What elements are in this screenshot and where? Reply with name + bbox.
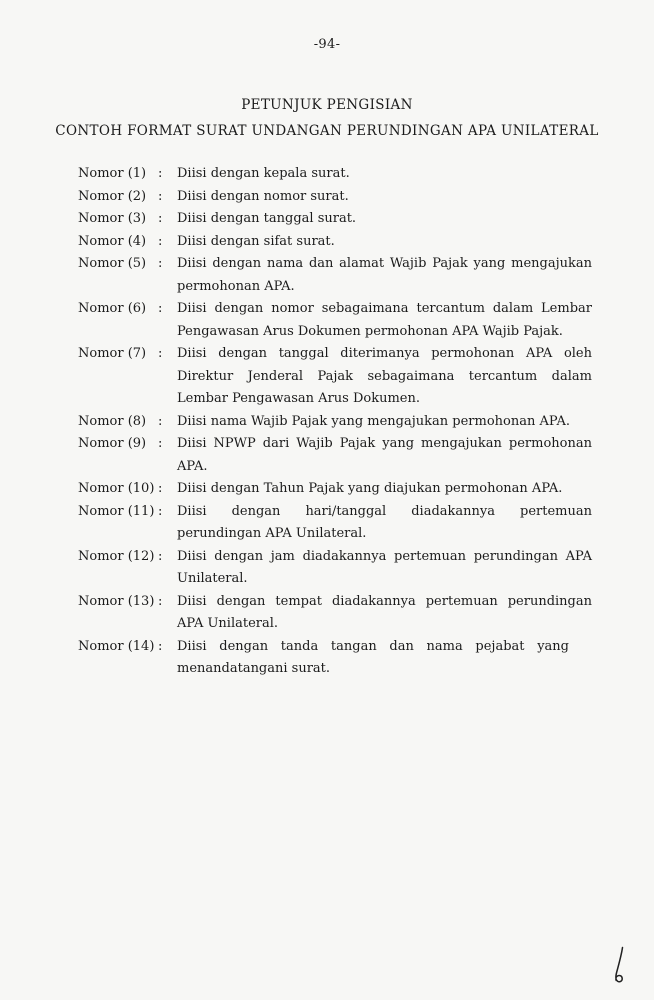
instruction-text: Diisi dengan sifat surat. <box>177 233 335 249</box>
page-subtitle: CONTOH FORMAT SURAT UNDANGAN PERUNDINGAN APA UNILATERAL <box>55 123 599 139</box>
instruction-separator: : <box>158 233 163 249</box>
instruction-text: Diisi dengan Tahun Pajak yang diajukan permohonan APA. <box>177 481 563 496</box>
title-block <box>0 92 654 144</box>
instruction-row <box>78 411 592 434</box>
instruction-separator: : <box>158 593 163 609</box>
instruction-separator: : <box>158 211 163 226</box>
instruction-text: Diisi nama Wajib Pajak yang mengajukan permohonan APA. <box>177 413 570 429</box>
instruction-row <box>78 478 592 501</box>
instruction-separator: : <box>158 166 163 181</box>
instruction-text: Diisi dengan kepala surat. <box>177 166 350 181</box>
instruction-row <box>78 546 592 591</box>
instruction-text: Diisi dengan nomor sebagaimana tercantum dalam Lembar Pengawasan Arus Dokumen permohonan APA Wajib Pajak. <box>177 301 592 339</box>
instruction-label: Nomor (4) <box>78 233 147 249</box>
instruction-text: Diisi dengan tanggal surat. <box>177 211 357 226</box>
instruction-label: Nomor (5) <box>78 256 147 271</box>
instruction-label: Nomor (2) <box>78 188 147 204</box>
instruction-separator: : <box>158 503 163 519</box>
instruction-separator: : <box>158 413 163 429</box>
instruction-label: Nomor (1) <box>78 166 147 181</box>
instruction-separator: : <box>158 256 163 271</box>
instruction-separator: : <box>158 481 163 496</box>
instruction-text: Diisi dengan tanggal diterimanya permohonan APA oleh Direktur Jenderal Pajak sebagaimana tercantum dalam Lembar Pengawasan Arus Dokumen. <box>177 346 592 406</box>
instruction-label: Nomor (11) <box>78 503 155 519</box>
instruction-row <box>78 433 592 478</box>
instruction-row <box>78 253 592 298</box>
instruction-text: Diisi dengan tanda tangan dan nama pejabat yang menandatangani surat. <box>177 638 569 676</box>
instruction-label: Nomor (6) <box>78 301 147 316</box>
instruction-label: Nomor (7) <box>78 346 147 361</box>
instruction-label: Nomor (3) <box>78 211 147 226</box>
instruction-label: Nomor (13) <box>78 593 155 609</box>
instruction-separator: : <box>158 301 163 316</box>
instruction-label: Nomor (12) <box>78 548 155 564</box>
instruction-row <box>78 186 592 209</box>
instruction-row <box>78 343 592 411</box>
instruction-text: Diisi dengan nama dan alamat Wajib Pajak yang mengajukan permohonan APA. <box>177 256 592 294</box>
instruction-text: Diisi dengan nomor surat. <box>177 188 349 204</box>
page-title: PETUNJUK PENGISIAN <box>241 97 413 113</box>
instruction-row <box>78 208 592 231</box>
instruction-row <box>78 501 592 546</box>
instruction-label: Nomor (8) <box>78 413 147 429</box>
instruction-text: Diisi dengan jam diadakannya pertemuan perundingan APA Unilateral. <box>177 548 592 586</box>
page-number: -94- <box>313 37 341 52</box>
instruction-row <box>78 298 592 343</box>
instruction-text: Diisi NPWP dari Wajib Pajak yang mengajukan permohonan APA. <box>177 436 592 474</box>
instruction-text: Diisi dengan tempat diadakannya pertemuan perundingan APA Unilateral. <box>177 593 592 631</box>
instruction-row <box>78 636 592 681</box>
instruction-text: Diisi dengan hari/tanggal diadakannya pertemuan perundingan APA Unilateral. <box>177 503 592 541</box>
instruction-row <box>78 231 592 254</box>
instruction-label: Nomor (14) <box>78 638 155 654</box>
instruction-list <box>78 163 592 681</box>
instruction-separator: : <box>158 346 163 361</box>
instruction-separator: : <box>158 436 163 451</box>
instruction-row <box>78 163 592 186</box>
instruction-separator: : <box>158 638 163 654</box>
handwritten-mark-icon <box>608 946 626 986</box>
instruction-label: Nomor (9) <box>78 436 147 451</box>
instruction-row <box>78 591 592 636</box>
instruction-separator: : <box>158 548 163 564</box>
instruction-separator: : <box>158 188 163 204</box>
instruction-label: Nomor (10) <box>78 481 155 496</box>
